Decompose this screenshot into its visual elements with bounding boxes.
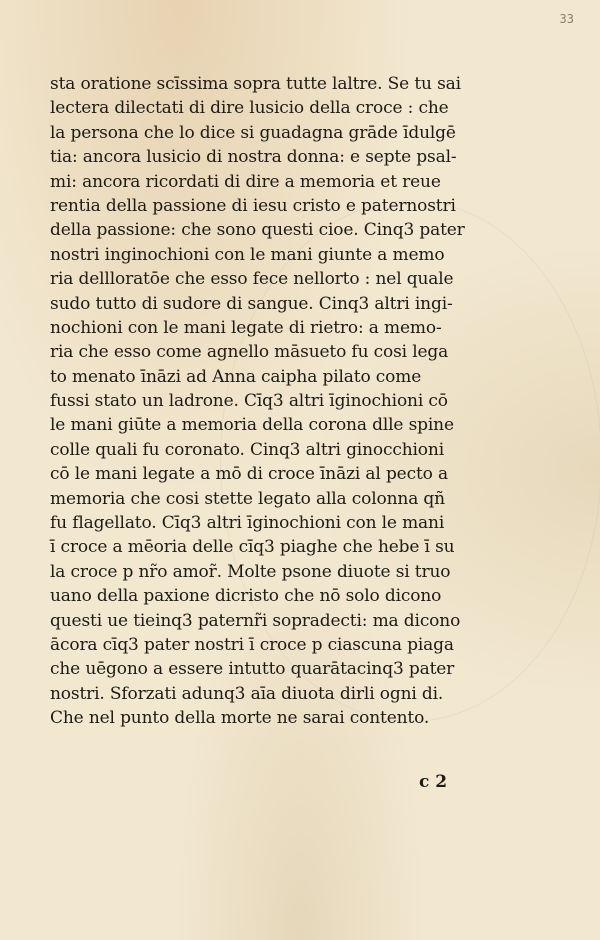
text-line: fu flagellato. Cīq3 altri īginochioni con le mani (50, 513, 445, 534)
body-text (50, 72, 465, 731)
text-line: memoria che cosi stette legato alla colonna qñ (50, 488, 445, 509)
text-line: nochioni con le mani legate di rietro: a memo- (50, 317, 442, 338)
text-line: che uēgono a essere intutto quarātacinq3 pater (50, 659, 455, 680)
text-line: uano della paxione dicristo che nō solo dicono (50, 586, 442, 607)
text-line: Che nel punto della morte ne sarai contento. (50, 708, 430, 729)
text-line: ria che esso come agnello māsueto fu cosi lega (50, 342, 449, 363)
text-line: nostri. Sforzati adunq3 aīa diuota dirli ogni di. (50, 683, 444, 704)
text-line: ria dellloratōe che esso fece nellorto : nel quale (50, 269, 454, 290)
text-line: sudo tutto di sudore di sangue. Cinq3 altri ingi- (50, 293, 453, 314)
text-line: cō le mani legate a mō di croce īnāzi al pecto a (50, 464, 448, 485)
text-line: questi ue tieinq3 paternr̃i sopradecti: ma dicono (50, 610, 461, 631)
text-line: lectera dilectati di dire lusicio della croce : che (50, 98, 449, 119)
signature-mark: c 2 (419, 772, 448, 792)
text-line: tia: ancora lusicio di nostra donna: e septe psal- (50, 147, 457, 168)
folio-number: 33 (559, 12, 574, 26)
text-line: to menato īnāzi ad Anna caipha pilato come (50, 366, 422, 387)
text-line: rentia della passione di iesu cristo e paternostri (50, 195, 456, 216)
text-line: la croce p nr̃o amor̃. Molte psone diuote si truo (50, 561, 451, 582)
text-line: ī croce a mēoria delle cīq3 piaghe che hebe ī su (50, 537, 455, 558)
text-line: la persona che lo dice si guadagna grāde īdulgē (50, 122, 456, 143)
text-line: nostri inginochioni con le mani giunte a memo (50, 244, 445, 265)
text-line: fussi stato un ladrone. Cīq3 altri īginochioni cō (50, 391, 448, 412)
text-line: sta oratione scīssima sopra tutte laltre. Se tu sai (50, 74, 461, 94)
text-line: colle quali fu coronato. Cinq3 altri ginocchioni (50, 439, 444, 460)
text-line: mi: ancora ricordati di dire a memoria et reue (50, 171, 441, 192)
text-line: della passione: che sono questi cioe. Cinq3 pater (50, 220, 465, 241)
text-line: ācora cīq3 pater nostri ī croce p ciascuna piaga (50, 634, 454, 655)
text-line: le mani giūte a memoria della corona dlle spine (50, 415, 454, 436)
